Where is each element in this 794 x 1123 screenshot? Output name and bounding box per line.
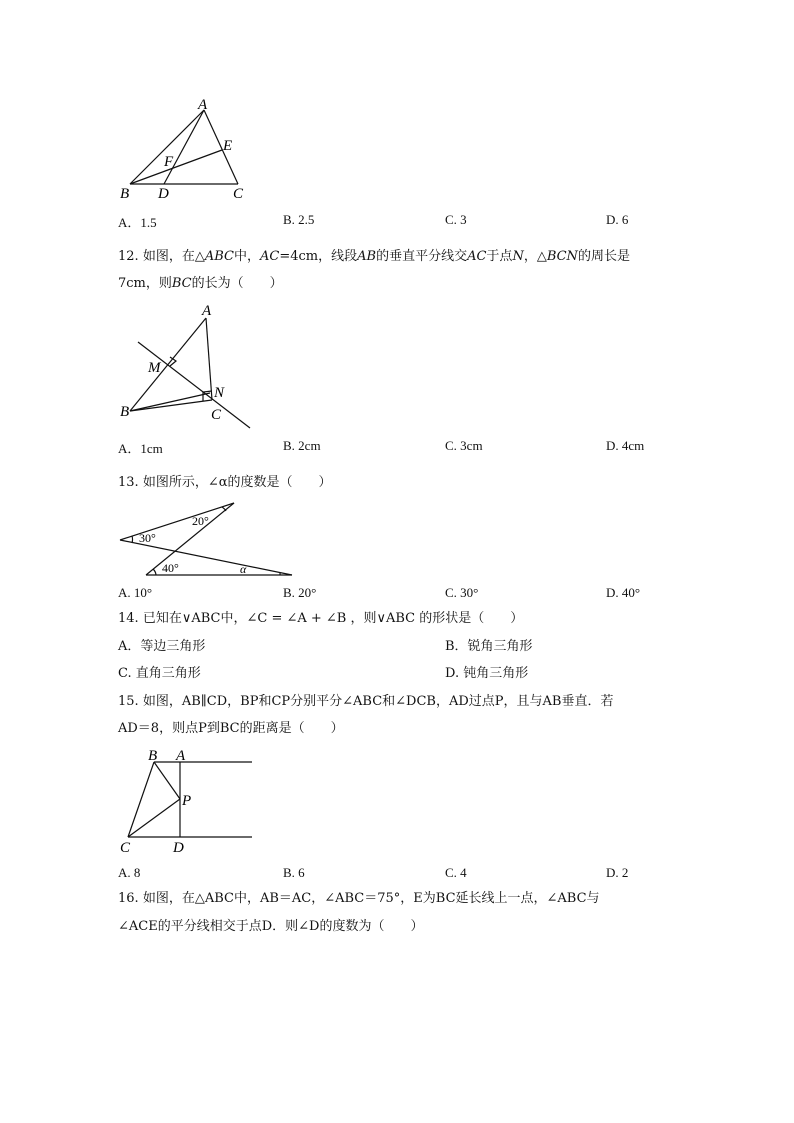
q15-segment-bc — [128, 762, 154, 837]
q16-question-line2: ∠ACE的平分线相交于点D．则∠D的度数为（ ） — [118, 919, 424, 934]
q11-segment-ab — [130, 110, 204, 184]
q13-figure — [112, 495, 302, 580]
q13-option-a[interactable]: A. 10° — [118, 585, 153, 600]
q13-label-30deg: 30° — [139, 531, 156, 545]
q13-angle-arc-40 — [153, 569, 156, 575]
q12-figure — [112, 300, 262, 430]
q15-label-p: P — [182, 793, 192, 809]
q11-segment-ad — [164, 110, 204, 184]
q12-option-d[interactable]: D. 4cm — [606, 438, 645, 453]
q15-label-b: B — [148, 748, 158, 764]
q15-segment-bp — [154, 762, 180, 799]
q11-option-b[interactable]: B. 2.5 — [283, 212, 315, 227]
q15-figure — [112, 743, 262, 858]
q15-option-d[interactable]: D. 2 — [606, 865, 629, 880]
q11-segment-ac — [204, 110, 238, 184]
q14-option-a[interactable]: A．等边三角形 — [118, 639, 206, 654]
q11-segment-be — [130, 150, 222, 184]
q13-segment-long-diagonal — [120, 540, 292, 575]
q12-number: 12. — [118, 249, 139, 264]
q12-perpendicular-bisector — [138, 342, 250, 428]
q16-number: 16. — [118, 891, 139, 906]
q11-option-a[interactable]: A．1.5 — [118, 215, 157, 230]
q11-label-c: C — [233, 186, 244, 202]
q12-label-n: N — [214, 385, 225, 401]
q14-question: 14. 已知在∨ABC中，∠C = ∠A + ∠B ，则∨ABC 的形状是（ ） — [118, 611, 524, 626]
q11-label-f: F — [164, 154, 174, 170]
q15-number: 15. — [118, 694, 139, 709]
q12-option-c[interactable]: C. 3cm — [445, 438, 483, 453]
q11-label-d: D — [158, 186, 169, 202]
q15-question-line2: AD＝8，则点P到BC的距离是（ ） — [118, 721, 344, 736]
q14-number: 14. — [118, 611, 139, 626]
q15-option-b[interactable]: B. 6 — [283, 865, 305, 880]
q13-label-alpha: α — [240, 562, 247, 576]
q12-option-a[interactable]: A．1cm — [118, 441, 163, 456]
q15-option-c[interactable]: C. 4 — [445, 865, 467, 880]
q12-label-b: B — [120, 404, 130, 420]
q12-question-line1: 12. 如图，在△ABC中，AC=4cm，线段AB的垂直平分线交AC于点N，△BCN的周长是 — [118, 249, 630, 264]
q13-segment-slant-down — [146, 503, 234, 575]
q13-option-c[interactable]: C. 30° — [445, 585, 479, 600]
q15-label-d: D — [173, 840, 184, 856]
q15-segment-cp — [128, 799, 180, 837]
q13-segment-upper-left — [120, 503, 234, 540]
q13-label-20deg: 20° — [192, 514, 209, 528]
q11-label-e: E — [223, 138, 233, 154]
q13-label-40deg: 40° — [162, 561, 179, 575]
q13-angle-arc-20 — [222, 507, 226, 511]
q12-label-a: A — [202, 303, 212, 319]
q15-label-a: A — [176, 748, 186, 764]
q14-option-c[interactable]: C. 直角三角形 — [118, 666, 201, 681]
q14-option-b[interactable]: B．锐角三角形 — [445, 639, 533, 654]
q12-question-line2: 7cm，则BC的长为（ ） — [118, 276, 283, 291]
q14-option-d[interactable]: D. 钝角三角形 — [445, 666, 529, 681]
q12-option-b[interactable]: B. 2cm — [283, 438, 321, 453]
q15-option-a[interactable]: A. 8 — [118, 865, 141, 880]
q11-option-d[interactable]: D. 6 — [606, 212, 629, 227]
q13-number: 13. — [118, 475, 139, 490]
q12-label-m: M — [148, 360, 161, 376]
q12-segment-ac — [206, 318, 212, 400]
q12-label-c: C — [211, 407, 222, 423]
q11-figure — [112, 95, 262, 205]
q11-option-c[interactable]: C. 3 — [445, 212, 467, 227]
q13-option-d[interactable]: D. 40° — [606, 585, 641, 600]
q13-angle-arc-30 — [132, 536, 133, 543]
q13-option-b[interactable]: B. 20° — [283, 585, 317, 600]
q16-question-line1: 16. 如图，在△ABC中，AB＝AC，∠ABC＝75°，E为BC延长线上一点，∠ABC与 — [118, 891, 600, 906]
q15-label-c: C — [120, 840, 131, 856]
q13-question: 13. 如图所示，∠α的度数是（ ） — [118, 475, 332, 490]
q15-question-line1: 15. 如图，AB∥CD，BP和CP分别平分∠ABC和∠DCB，AD过点P，且与AB垂直．若 — [118, 694, 614, 709]
q11-label-a: A — [198, 97, 208, 113]
q11-label-b: B — [120, 186, 130, 202]
